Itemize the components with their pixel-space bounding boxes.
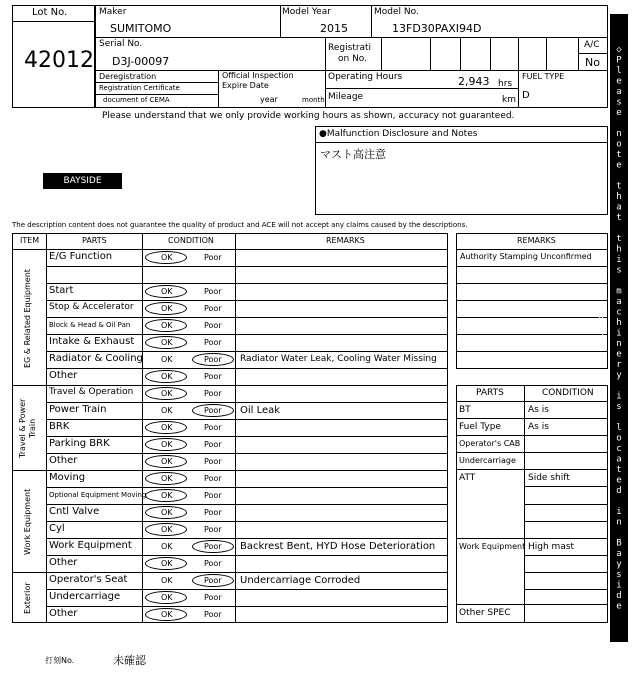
row-poor-6: Poor [204,355,222,364]
model-year-value: 2015 [320,22,348,35]
right-part-6: Other SPEC [459,608,511,618]
ok-selected-marker [145,370,187,383]
ok-selected-marker [145,489,187,502]
fuel-type-value: D [522,90,530,101]
row-part-0: E/G Function [49,251,113,262]
serial-label: Serial No. [99,39,143,49]
row-ok-8: OK [161,389,173,398]
operating-hours-label: Operating Hours [328,72,403,82]
fuel-type-label: FUEL TYPE [522,72,565,81]
row-ok-15: OK [161,508,173,517]
location-sidebar [596,14,628,642]
model-no-value: 13FD30PAXI94D [392,22,482,35]
malfunction-box [315,126,608,215]
header-parts: PARTS [82,236,107,245]
row-ok-12: OK [161,457,173,466]
row-part-18: Other [49,557,78,568]
row-remark-19: Undercarriage Corroded [240,575,361,586]
poor-selected-marker [192,540,234,553]
row-poor-7: Poor [204,372,222,381]
row-ok-4: OK [161,321,173,330]
row-ok-9: OK [161,406,173,415]
deregistration-label: Deregistration [99,72,157,81]
row-remark-17: Backrest Bent, HYD Hose Deterioration [240,541,436,552]
row-ok-7: OK [161,372,173,381]
right-part-0: BT [459,405,471,415]
ok-selected-marker [145,336,187,349]
group-label-travel-line2: Train [28,418,37,438]
row-part-19: Operator's Seat [49,574,128,585]
row-part-13: Moving [49,472,86,483]
row-poor-18: Poor [204,559,222,568]
group-label-travel [16,388,42,468]
row-remark-6: Radiator Water Leak, Cooling Water Missing [240,354,437,364]
row-part-2: Start [49,285,74,296]
row-part-3: Stop & Accelerator [49,302,134,312]
row-poor-10: Poor [204,423,222,432]
group-label-travel-line1: Travel & Power [18,398,27,458]
ok-selected-marker [145,608,187,621]
row-ok-10: OK [161,423,173,432]
row-poor-4: Poor [204,321,222,330]
month-label: month [302,96,325,104]
row-poor-13: Poor [204,474,222,483]
right-parts-header: PARTS [476,388,504,398]
ac-value: No [585,56,600,69]
row-poor-17: Poor [204,542,222,551]
poor-selected-marker [192,574,234,587]
ok-selected-marker [145,285,187,298]
group-label-work: Work Equipment [23,488,32,555]
right-part-5: Work Equipment [459,542,526,551]
right-condition-5: High mast [528,542,575,552]
row-part-5: Intake & Exhaust [49,336,135,347]
year-label: year [260,95,278,104]
row-part-17: Work Equipment [49,540,132,551]
row-part-11: Parking BRK [49,438,110,449]
malfunction-label: ●Malfunction Disclosure and Notes [319,129,478,139]
ok-selected-marker [145,438,187,451]
header-item: ITEM [20,236,40,245]
row-ok-3: OK [161,304,173,313]
right-remarks-header: REMARKS [517,236,556,245]
row-poor-16: Poor [204,525,222,534]
right-part-2: Operator's CAB [459,439,521,448]
maker-label: Maker [99,7,127,17]
row-remark-9: Oil Leak [240,405,281,416]
row-ok-5: OK [161,338,173,347]
right-condition-4: Side shift [528,473,570,483]
row-poor-20: Poor [204,593,222,602]
ok-selected-marker [145,472,187,485]
sidebar-text: ◇Please note that this machinery is located in Bayside Yard◇ [596,44,624,612]
ok-selected-marker [145,557,187,570]
row-ok-11: OK [161,440,173,449]
right-condition-0: As is [528,405,549,415]
row-poor-21: Poor [204,610,222,619]
row-part-20: Undercarriage [49,591,121,602]
row-poor-14: Poor [204,491,222,500]
right-part-1: Fuel Type [459,422,501,432]
inspection-label-2: Expire Date [222,81,269,90]
operating-hours-value: 2,943 [458,75,490,88]
header-condition: CONDITION [168,236,214,245]
model-year-label: Model Year [282,7,331,17]
row-part-9: Power Train [49,404,107,415]
serial-value: D3J-00097 [112,55,170,68]
row-poor-15: Poor [204,508,222,517]
right-part-4: ATT [459,473,476,483]
mileage-label: Mileage [328,92,364,102]
right-condition-1: As is [528,422,549,432]
row-part-10: BRK [49,421,70,432]
row-part-4: Block & Head & Oil Pan [49,321,131,329]
group-label-eg: EG & Related Equipment [23,269,32,368]
km-unit: km [502,95,516,105]
right-remarks-first: Authority Stamping Unconfirmed [460,252,592,261]
ok-selected-marker [145,591,187,604]
ac-label: A/C [584,40,600,50]
group-label-exterior: Exterior [23,582,32,614]
lot-number: 42012 [24,48,94,73]
row-part-21: Other [49,608,78,619]
row-ok-21: OK [161,610,173,619]
registration-cert-label: Registration Certificate [99,84,180,92]
malfunction-text: マスト高注意 [320,148,386,161]
ok-selected-marker [145,523,187,536]
poor-selected-marker [192,353,234,366]
right-condition-header: CONDITION [542,388,594,398]
ok-selected-marker [145,387,187,400]
ok-selected-marker [145,506,187,519]
row-ok-2: OK [161,287,173,296]
row-part-6: Radiator & Cooling [49,353,143,364]
row-ok-16: OK [161,525,173,534]
bayside-badge: BAYSIDE [43,173,122,189]
row-part-15: Cntl Valve [49,506,100,517]
row-ok-19: OK [161,576,173,585]
cema-label: document of CEMA [103,96,170,104]
stamp-value: 未確認 [113,654,146,667]
row-part-8: Travel & Operation [49,387,134,397]
stamp-label: 打刻No. [45,656,75,665]
row-poor-11: Poor [204,440,222,449]
row-poor-8: Poor [204,389,222,398]
model-no-label: Model No. [374,7,419,17]
row-ok-0: OK [161,253,173,262]
ok-selected-marker [145,421,187,434]
row-poor-9: Poor [204,406,222,415]
row-poor-3: Poor [204,304,222,313]
row-ok-6: OK [161,355,173,364]
row-part-7: Other [49,370,78,381]
hours-notice: Please understand that we only provide working hours as shown, accuracy not guaranteed. [102,111,515,121]
row-ok-20: OK [161,593,173,602]
poor-selected-marker [192,404,234,417]
row-ok-13: OK [161,474,173,483]
ok-selected-marker [145,319,187,332]
row-poor-0: Poor [204,253,222,262]
header-remarks: REMARKS [326,236,365,245]
row-ok-14: OK [161,491,173,500]
inspection-label-1: Official Inspection [222,71,294,80]
right-part-3: Undercarriage [459,456,516,465]
ok-selected-marker [145,302,187,315]
hrs-unit: hrs [498,79,513,89]
row-part-12: Other [49,455,78,466]
lot-label: Lot No. [32,7,68,18]
row-poor-12: Poor [204,457,222,466]
registration-label-2: on No. [338,54,368,64]
row-ok-18: OK [161,559,173,568]
row-poor-5: Poor [204,338,222,347]
row-part-14: Optional Equipment Moving [49,491,147,499]
row-part-16: Cyl [49,523,65,534]
ok-selected-marker [145,455,187,468]
ok-selected-marker [145,251,187,264]
disclaimer: The description content does not guarantee the quality of product and ACE will not accept any claims caused by the descriptions. [12,221,468,229]
registration-label-1: Registrati [328,43,372,53]
row-poor-19: Poor [204,576,222,585]
row-poor-2: Poor [204,287,222,296]
maker-value: SUMITOMO [110,22,172,35]
row-ok-17: OK [161,542,173,551]
